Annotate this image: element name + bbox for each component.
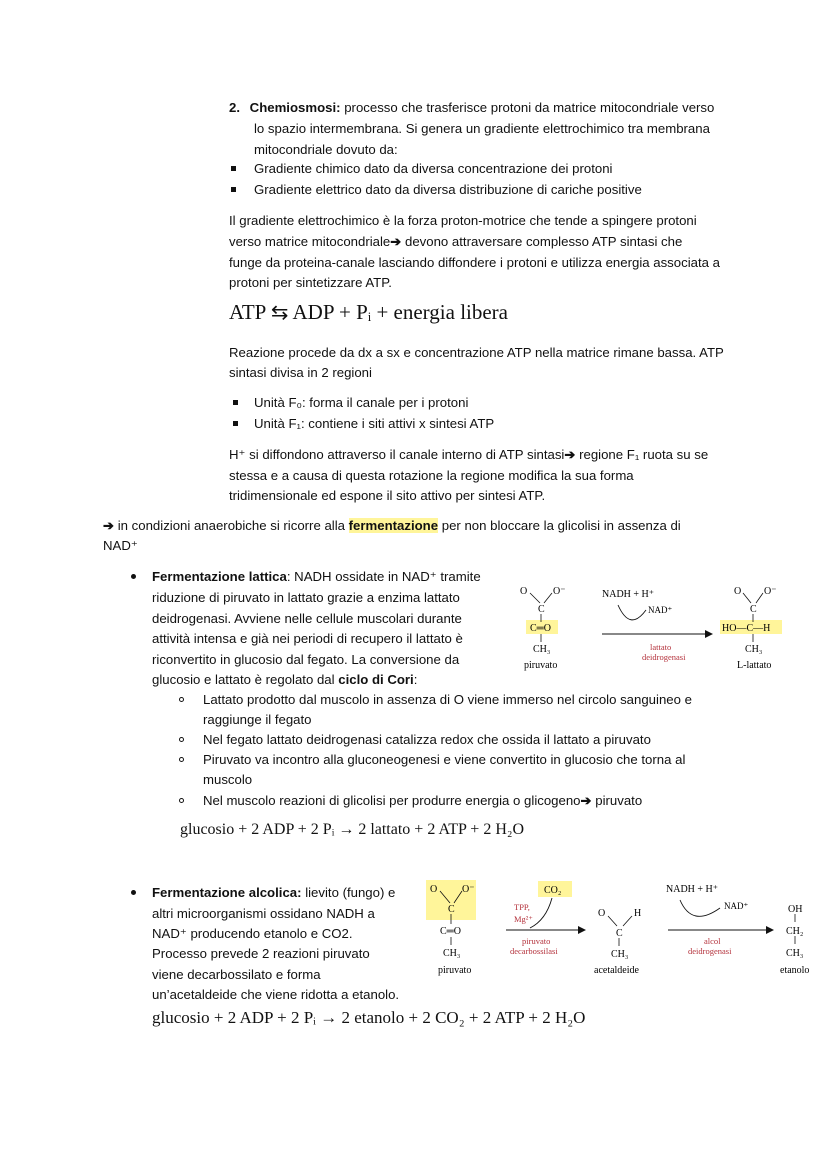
pdc-label-2: decarbossilasi — [510, 946, 558, 956]
bullet-circle-icon — [179, 737, 184, 742]
anaerobic-text-c: NAD⁺ — [103, 538, 138, 553]
lattica-sub-3a: Piruvato va incontro alla gluconeogenesi e viene convertito in glucosio che torna al — [203, 752, 686, 767]
alcolica-text-4: Processo prevede 2 reazioni piruvato — [152, 946, 370, 961]
lattica-sub-4 — [203, 792, 642, 809]
reaction-text-1: Reazione procede da dx a sx e concentrazione ATP nella matrice rimane bassa. ATP — [229, 345, 724, 360]
alcolica-text-5: viene decarbossilato e forma — [152, 967, 321, 982]
acet-ch3: CH₃ — [611, 949, 629, 960]
mg-label: Mg²⁺ — [514, 914, 533, 924]
lattica-line-1 — [152, 568, 481, 585]
pyr2-om: O⁻ — [462, 884, 475, 895]
nad-label: NAD⁺ — [648, 605, 673, 615]
lattica-text-2: riduzione di piruvato in lattato grazie a enzima lattato — [152, 590, 460, 605]
chemio-number: 2. — [229, 100, 240, 115]
gradient-para-4: protoni per sintetizzare ATP. — [229, 275, 392, 290]
anaerobic-line — [103, 517, 681, 534]
adh-label-1: alcol — [704, 936, 721, 946]
gradient-para-1: Il gradiente elettrochimico è la forza proton-motrice che tende a spingere protoni — [229, 213, 697, 228]
hplus-text-1b: regione F₁ ruota su se — [579, 447, 709, 462]
pyr2-label: piruvato — [438, 965, 472, 976]
lattica-sub-4a: Nel muscolo reazioni di glicolisi per produrre energia o glicogeno — [203, 793, 581, 808]
arrow-right-icon: ➔ — [564, 447, 576, 462]
pdc-label-1: piruvato — [522, 936, 551, 946]
lattica-text-5: riconvertito in glucosio dal fegato. La conversione da — [152, 652, 460, 667]
pyr-ch3: CH₃ — [533, 644, 551, 655]
lattica-sub-3b: muscolo — [203, 772, 253, 787]
chemio-text-3: mitocondriale dovuto da: — [254, 142, 398, 157]
pyr2-o: O — [430, 884, 438, 895]
ethanol-reaction-diagram — [418, 876, 820, 980]
bullet-square-icon — [233, 400, 238, 405]
chemio-title: Chemiosmosi: — [249, 100, 341, 115]
nadh2-label: NADH + H⁺ — [666, 884, 719, 895]
acet-label: acetaldeide — [594, 965, 639, 976]
alcolica-text-6: un’acetaldeide che viene ridotta a etanolo. — [152, 987, 400, 1002]
arrow-right-icon: ➔ — [580, 793, 592, 808]
alcolica-equation: glucosio + 2 ADP + 2 Pᵢ → 2 etanolo + 2 CO₂ + 2 ATP + 2 H₂O — [152, 1008, 586, 1027]
anaerobic-text-a: in condizioni anaerobiche si ricorre alla — [117, 518, 345, 533]
acet-o: O — [598, 908, 606, 919]
enzyme-label-1: lattato — [650, 642, 672, 652]
eth-oh: OH — [788, 904, 803, 915]
unit-f0: Unità F₀: forma il canale per i protoni — [254, 395, 469, 410]
hplus-text-3: tridimensionale ed espone il sito attivo per sintesi ATP. — [229, 488, 546, 503]
pyr-co: C═O — [530, 623, 551, 634]
gradient-para-2a: verso matrice mitocondriale — [229, 234, 391, 249]
alcolica-text-3: NAD⁺ producendo etanolo e CO2. — [152, 926, 353, 941]
atp-equation: ATP ⇆ ADP + Pᵢ + energia libera — [229, 300, 508, 324]
chemio-text-2: lo spazio intermembrana. Si genera un gradiente elettrochimico tra membrana — [254, 121, 710, 136]
alcolica-title: Fermentazione alcolica: — [152, 885, 302, 900]
adh-label-2: deidrogenasi — [688, 946, 732, 956]
lattica-text-6 — [152, 671, 417, 688]
lattica-sub-2: Nel fegato lattato deidrogenasi catalizza redox che ossida il lattato a piruvato — [203, 732, 651, 747]
hplus-text-1a: H⁺ si diffondono attraverso il canale interno di ATP sintasi — [229, 447, 565, 462]
lac-ch3: CH₃ — [745, 644, 763, 655]
bullet-dot-icon — [131, 574, 136, 579]
arrow-right-icon: ➔ — [390, 234, 402, 249]
chemio-bullet-1: Gradiente chimico dato da diversa concentrazione dei protoni — [254, 161, 613, 176]
bullet-square-icon — [231, 166, 236, 171]
lactate-reaction-diagram — [510, 580, 800, 680]
lattica-text-1: : NADH ossidate in NAD⁺ tramite — [286, 569, 481, 584]
lac-label: L-lattato — [737, 660, 772, 671]
pyr-c: C — [538, 604, 545, 615]
alcolica-text-1: lievito (fungo) e — [305, 885, 396, 900]
gradient-para-2 — [229, 233, 682, 250]
lattica-sub-1b: raggiunge il fegato — [203, 712, 312, 727]
lattica-equation: glucosio + 2 ADP + 2 Pᵢ → 2 lattato + 2 ATP + 2 H₂O — [180, 821, 525, 838]
lac-om: O⁻ — [764, 586, 777, 597]
pyr2-co: C═O — [440, 926, 461, 937]
acet-c: C — [616, 928, 623, 939]
chemio-title-line — [229, 99, 714, 116]
lattica-title: Fermentazione lattica — [152, 569, 287, 584]
arrow-right-icon: ➔ — [103, 518, 115, 533]
bullet-square-icon — [231, 187, 236, 192]
hplus-text-2: stessa e a causa di questa rotazione la regione modifica la sua forma — [229, 468, 634, 483]
cori-cycle-keyword: ciclo di Cori — [338, 672, 414, 687]
eth-ch2: CH₂ — [786, 926, 804, 937]
pyr-o: O — [520, 586, 528, 597]
anaerobic-text-b: per non bloccare la glicolisi in assenza di — [441, 518, 681, 533]
bullet-circle-icon — [179, 697, 184, 702]
lattica-text-4: attività intensa e già nei periodi di recupero il lattato è — [152, 631, 463, 646]
reaction-text-2: sintasi divisa in 2 regioni — [229, 365, 372, 380]
gradient-para-2b: devono attraversare complesso ATP sintasi che — [404, 234, 683, 249]
bullet-circle-icon — [179, 757, 184, 762]
chemio-bullet-2: Gradiente elettrico dato da diversa distribuzione di cariche positive — [254, 182, 642, 197]
lattica-sub-4b: piruvato — [595, 793, 643, 808]
tpp-label: TPP, — [514, 902, 530, 912]
pyr-om: O⁻ — [553, 586, 566, 597]
pyr2-ch3: CH₃ — [443, 948, 461, 959]
nad2-label: NAD⁺ — [724, 901, 749, 911]
alcolica-text-2: altri microorganismi ossidano NADH a — [152, 906, 375, 921]
pyr-label: piruvato — [524, 660, 558, 671]
hplus-text-1 — [229, 446, 708, 463]
unit-f1: Unità F₁: contiene i siti attivi x sintesi ATP — [254, 416, 495, 431]
co2-label: CO₂ — [544, 885, 562, 896]
pyr2-c: C — [448, 904, 455, 915]
eth-label: etanolo — [780, 965, 810, 976]
lac-hoch: HO—C—H — [722, 623, 771, 634]
bullet-dot-icon — [131, 890, 136, 895]
lattica-text-6a: glucosio e lattato è regolato dal — [152, 672, 335, 687]
lac-c: C — [750, 604, 757, 615]
lattica-text-3: deidrogenasi. Avviene nelle cellule muscolari durante — [152, 611, 462, 626]
gradient-para-3: funge da proteina-canale lasciando diffondere i protoni e utilizza energia associata a — [229, 255, 720, 270]
fermentation-keyword: fermentazione — [348, 518, 439, 533]
bullet-square-icon — [233, 421, 238, 426]
enzyme-label-2: deidrogenasi — [642, 652, 686, 662]
bullet-circle-icon — [179, 798, 184, 803]
alcolica-line-1 — [152, 884, 395, 901]
lattica-sub-1a: Lattato prodotto dal muscolo in assenza di O viene immerso nel circolo sanguineo e — [203, 692, 692, 707]
acet-h: H — [634, 908, 642, 919]
lac-o: O — [734, 586, 742, 597]
eth-ch3: CH₃ — [786, 948, 804, 959]
nadh-label: NADH + H⁺ — [602, 589, 655, 600]
chemio-text-1: processo che trasferisce protoni da matrice mitocondriale verso — [344, 100, 715, 115]
lattica-text-6c: : — [413, 672, 418, 687]
